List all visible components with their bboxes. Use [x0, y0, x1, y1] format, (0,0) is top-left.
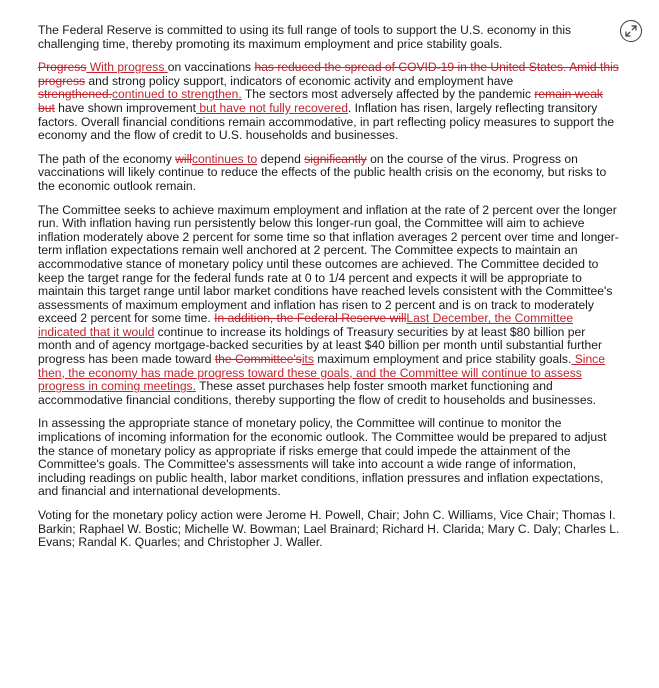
deleted-text: the Committee's [214, 352, 302, 367]
paragraph-5: In assessing the appropriate stance of monetary policy, the Committee will continue to monitor the implications of incoming information for the economic outlook. The Committee would be prepared to adjust the stance of monetary policy as appropriate if risks emerge that could impede the attainment of the Committee's goals. The Committee's assessments will take into account a wide range of information, including readings on public health, labor market conditions, inflation pressures and inflation expectations, and financial and international developments. [38, 416, 607, 499]
inserted-text: continues to [191, 151, 258, 166]
deleted-text: remain weak but [38, 87, 603, 115]
redline-document [38, 24, 622, 560]
deleted-text: In addition, the Federal Reserve will [214, 311, 407, 326]
inserted-text: continued to strengthen. [111, 87, 242, 102]
expand-arrows-icon [625, 25, 637, 37]
deleted-text: Progress [38, 60, 87, 75]
text-segment: on vaccinations [167, 60, 255, 75]
deleted-text: has reduced the spread of COVID-19 in the United States. Amid this progress [38, 60, 619, 88]
paragraph-2 [38, 61, 622, 143]
text-segment: The path of the economy [38, 151, 176, 166]
text-segment: and strong policy support, indicators of economic activity and employment have [85, 73, 514, 88]
text-segment: The sectors most adversely affected by the pandemic [241, 87, 535, 102]
text-segment: These asset purchases help foster smooth market functioning and accommodative financial conditions, thereby supporting the flow of credit to households and businesses. [38, 379, 596, 407]
inserted-text: but have not fully recovered [195, 100, 348, 115]
expand-button[interactable] [620, 20, 642, 42]
deleted-text: will [175, 151, 192, 166]
paragraph-1: The Federal Reserve is committed to using its full range of tools to support the U.S. economy in this challenging time, thereby promoting its maximum employment and price stability goals. [38, 23, 572, 51]
text-segment: maximum employment and price stability goals. [313, 352, 572, 367]
inserted-text: Last December, the Committee indicated that it would [38, 311, 574, 339]
paragraph-6: Voting for the monetary policy action were Jerome H. Powell, Chair; John C. Williams, Vice Chair; Thomas I. Barkin; Raphael W. Bostic; Michelle W. Bowman; Lael Brainard; Richard H. Clarida; Mary C. Daly; Charles L. Evans; Randal K. Quarles; and Christopher J. Waller. [38, 508, 620, 550]
inserted-text: its [301, 352, 314, 367]
deleted-text: significantly [304, 151, 367, 166]
text-segment: on the course of the virus. Progress on vaccinations will likely continue to reduce the effects of the public health crisis on the economy, but risks to the economic outlook remain. [38, 151, 607, 193]
text-segment: The Committee seeks to achieve maximum employment and inflation at the rate of 2 percent over the longer run. With inflation having run persistently below this longer-run goal, the Committee will aim to achieve inflation moderately above 2 percent for some time so that inflation averages 2 percent over time and longer-term inflation expectations remain well anchored at 2 percent. The Committee expects to maintain an accommodative stance of monetary policy until these outcomes are achieved. The Committee decided to keep the target range for the federal funds rate at 0 to 1/4 percent and expects it will be appropriate to maintain this target range until labor market conditions have reached levels consistent with the Committee's assessments of maximum employment and inflation has risen to 2 percent and is on track to moderately exceed 2 percent for some time. [38, 202, 619, 326]
inserted-text: Since then, the economy has made progress toward these goals, and the Committee will continue to assess progress in coming meetings. [38, 352, 605, 394]
paragraph-4 [38, 204, 622, 408]
text-segment: continue to increase its holdings of Treasury securities by at least $80 billion per month and of agency mortgage-backed securities by at least $40 billion per month until substantial further progress has been made toward [38, 324, 603, 367]
text-segment: depend [257, 151, 305, 166]
text-segment: . Inflation has risen, largely reflecting transitory factors. Overall financial conditions remain accommodative, in part reflecting policy measures to support the economy and the flow of credit to U.S. households and businesses. [38, 100, 615, 143]
paragraph-3 [38, 153, 622, 194]
inserted-text: With progress [86, 60, 168, 75]
text-segment: have shown improvement [54, 100, 196, 115]
deleted-text: strengthened. [38, 87, 112, 102]
